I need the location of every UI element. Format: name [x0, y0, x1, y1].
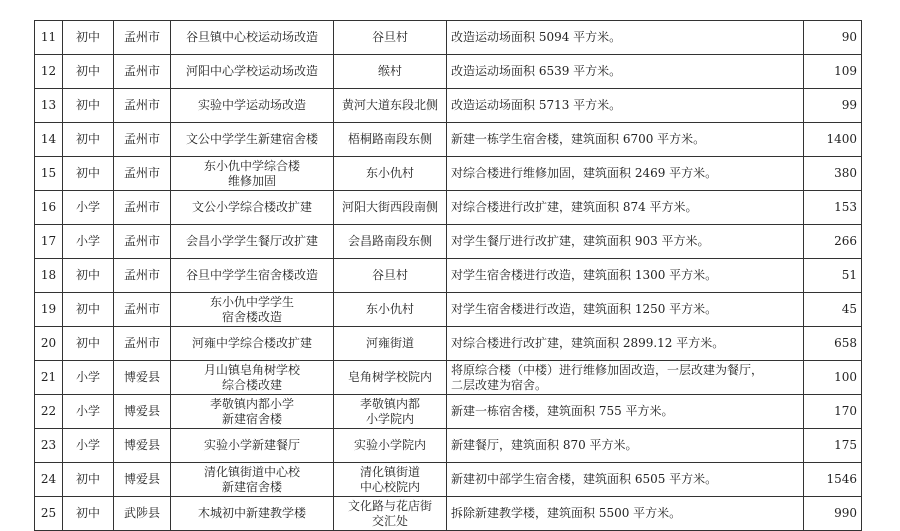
- cell-construction-content: 对学生餐厅进行改扩建，建筑面积 903 平方米。: [447, 225, 804, 259]
- cell-index: 12: [35, 55, 63, 89]
- cell-school-level: 小学: [63, 225, 114, 259]
- cell-construction-content: 新建一栋学生宿舍楼，建筑面积 6700 平方米。: [447, 123, 804, 157]
- cell-county: 孟州市: [114, 225, 171, 259]
- cell-location: 梧桐路南段东侧: [334, 123, 447, 157]
- cell-index: 22: [35, 395, 63, 429]
- table-row: [35, 327, 862, 361]
- cell-construction-content: 改造运动场面积 6539 平方米。: [447, 55, 804, 89]
- cell-location: [334, 497, 447, 531]
- table-row: [35, 89, 862, 123]
- cell-project-name: [171, 463, 334, 497]
- cell-construction-content: 新建餐厅，建筑面积 870 平方米。: [447, 429, 804, 463]
- cell-project-name: [171, 395, 334, 429]
- cell-construction-content: 对学生宿舍楼进行改造，建筑面积 1300 平方米。: [447, 259, 804, 293]
- cell-county: 孟州市: [114, 123, 171, 157]
- cell-location-line: 孝敬镇内都: [359, 396, 420, 411]
- cell-index: 15: [35, 157, 63, 191]
- cell-index: 18: [35, 259, 63, 293]
- cell-construction-content: 拆除新建教学楼，建筑面积 5500 平方米。: [447, 497, 804, 531]
- cell-index: 13: [35, 89, 63, 123]
- cell-location-line: 文化路与花店街: [347, 498, 432, 513]
- cell-project-name: 文公小学综合楼改扩建: [171, 191, 334, 225]
- cell-investment: 1400: [804, 123, 862, 157]
- table-row: [35, 225, 862, 259]
- cell-project-name-line: 维修加固: [227, 173, 276, 188]
- cell-school-level: 初中: [63, 259, 114, 293]
- cell-investment: 45: [804, 293, 862, 327]
- cell-investment: 109: [804, 55, 862, 89]
- cell-project-name: 文公中学学生新建宿舍楼: [171, 123, 334, 157]
- cell-location-line: 小学院内: [365, 411, 414, 426]
- cell-project-name-line: 新建宿舍楼: [221, 479, 282, 494]
- cell-location: 东小仇村: [334, 157, 447, 191]
- cell-county: 孟州市: [114, 191, 171, 225]
- cell-location: 实验小学院内: [334, 429, 447, 463]
- cell-construction-content: 对综合楼进行维修加固，建筑面积 2469 平方米。: [447, 157, 804, 191]
- cell-location: 会昌路南段东侧: [334, 225, 447, 259]
- cell-county: 博爱县: [114, 361, 171, 395]
- cell-investment: 153: [804, 191, 862, 225]
- cell-investment: 175: [804, 429, 862, 463]
- table-row: [35, 123, 862, 157]
- cell-index: 16: [35, 191, 63, 225]
- cell-investment: 100: [804, 361, 862, 395]
- cell-investment: 99: [804, 89, 862, 123]
- cell-project-name: 会昌小学学生餐厅改扩建: [171, 225, 334, 259]
- cell-index: 21: [35, 361, 63, 395]
- cell-project-name-line: 东小仇中学学生: [209, 294, 294, 309]
- project-table: [34, 20, 862, 531]
- cell-location: [334, 395, 447, 429]
- cell-investment: 380: [804, 157, 862, 191]
- cell-county: 孟州市: [114, 21, 171, 55]
- cell-county: 孟州市: [114, 327, 171, 361]
- cell-county: 孟州市: [114, 89, 171, 123]
- cell-location-line: 清化镇街道: [359, 464, 420, 479]
- cell-school-level: 初中: [63, 55, 114, 89]
- cell-index: 20: [35, 327, 63, 361]
- cell-construction-content: 新建初中部学生宿舍楼，建筑面积 6505 平方米。: [447, 463, 804, 497]
- cell-index: 19: [35, 293, 63, 327]
- table-row: [35, 55, 862, 89]
- cell-location: 东小仇村: [334, 293, 447, 327]
- table-body: [35, 21, 862, 531]
- cell-school-level: 初中: [63, 123, 114, 157]
- cell-project-name: 实验小学新建餐厅: [171, 429, 334, 463]
- cell-project-name: 实验中学运动场改造: [171, 89, 334, 123]
- table-row: [35, 293, 862, 327]
- cell-location: 谷旦村: [334, 259, 447, 293]
- table-row: [35, 497, 862, 531]
- cell-index: 11: [35, 21, 63, 55]
- table-row: [35, 395, 862, 429]
- cell-project-name-line: 清化镇街道中心校: [203, 464, 300, 479]
- cell-index: 14: [35, 123, 63, 157]
- cell-investment: 51: [804, 259, 862, 293]
- cell-location-line: 交汇处: [371, 513, 408, 528]
- cell-construction-content-line: 二层改建为宿舍。: [451, 377, 548, 392]
- cell-county: 博爱县: [114, 429, 171, 463]
- cell-project-name: [171, 157, 334, 191]
- cell-school-level: 初中: [63, 497, 114, 531]
- cell-school-level: 小学: [63, 361, 114, 395]
- cell-index: 17: [35, 225, 63, 259]
- cell-project-name-line: 新建宿舍楼: [221, 411, 282, 426]
- cell-project-name: 河雍中学综合楼改扩建: [171, 327, 334, 361]
- cell-location: 谷旦村: [334, 21, 447, 55]
- cell-investment: 90: [804, 21, 862, 55]
- cell-location-line: 中心校院内: [359, 479, 420, 494]
- cell-investment: 990: [804, 497, 862, 531]
- table-row: [35, 191, 862, 225]
- cell-project-name: 河阳中心学校运动场改造: [171, 55, 334, 89]
- cell-construction-content: 对综合楼进行改扩建，建筑面积 2899.12 平方米。: [447, 327, 804, 361]
- table-row: [35, 361, 862, 395]
- cell-location: 河阳大街西段南侧: [334, 191, 447, 225]
- cell-construction-content: 对综合楼进行改扩建，建筑面积 874 平方米。: [447, 191, 804, 225]
- cell-project-name-line: 综合楼改建: [221, 377, 282, 392]
- cell-school-level: 初中: [63, 327, 114, 361]
- cell-investment: 170: [804, 395, 862, 429]
- cell-school-level: 初中: [63, 157, 114, 191]
- table-row: [35, 157, 862, 191]
- cell-county: 武陟县: [114, 497, 171, 531]
- cell-county: 孟州市: [114, 55, 171, 89]
- cell-construction-content: [447, 361, 804, 395]
- cell-construction-content-line: 将原综合楼（中楼）进行维修加固改造，一层改建为餐厅，: [451, 362, 764, 377]
- cell-county: 孟州市: [114, 259, 171, 293]
- cell-location: 皂角树学校院内: [334, 361, 447, 395]
- table-row: [35, 463, 862, 497]
- cell-project-name: 谷旦中学学生宿舍楼改造: [171, 259, 334, 293]
- cell-project-name: 谷旦镇中心校运动场改造: [171, 21, 334, 55]
- cell-location: [334, 463, 447, 497]
- cell-investment: 658: [804, 327, 862, 361]
- cell-construction-content: 新建一栋宿舍楼，建筑面积 755 平方米。: [447, 395, 804, 429]
- cell-index: 24: [35, 463, 63, 497]
- cell-index: 25: [35, 497, 63, 531]
- cell-location: 缑村: [334, 55, 447, 89]
- table-row: [35, 21, 862, 55]
- cell-school-level: 小学: [63, 429, 114, 463]
- cell-project-name: [171, 361, 334, 395]
- cell-school-level: 小学: [63, 395, 114, 429]
- cell-construction-content: 对学生宿舍楼进行改造，建筑面积 1250 平方米。: [447, 293, 804, 327]
- cell-school-level: 初中: [63, 463, 114, 497]
- cell-construction-content: 改造运动场面积 5094 平方米。: [447, 21, 804, 55]
- cell-project-name: [171, 293, 334, 327]
- cell-investment: 1546: [804, 463, 862, 497]
- cell-construction-content: 改造运动场面积 5713 平方米。: [447, 89, 804, 123]
- cell-school-level: 初中: [63, 89, 114, 123]
- cell-project-name-line: 东小仇中学综合楼: [203, 158, 300, 173]
- cell-index: 23: [35, 429, 63, 463]
- cell-investment: 266: [804, 225, 862, 259]
- cell-school-level: 初中: [63, 293, 114, 327]
- cell-project-name-line: 宿舍楼改造: [221, 309, 282, 324]
- cell-location: 河雍街道: [334, 327, 447, 361]
- cell-location: 黄河大道东段北侧: [334, 89, 447, 123]
- cell-project-name: 木城初中新建教学楼: [171, 497, 334, 531]
- cell-project-name-line: 月山镇皂角树学校: [203, 362, 300, 377]
- cell-school-level: 小学: [63, 191, 114, 225]
- cell-county: 博爱县: [114, 463, 171, 497]
- cell-county: 博爱县: [114, 395, 171, 429]
- table-row: [35, 259, 862, 293]
- cell-school-level: 初中: [63, 21, 114, 55]
- table-row: [35, 429, 862, 463]
- cell-project-name-line: 孝敬镇内都小学: [209, 396, 294, 411]
- cell-county: 孟州市: [114, 293, 171, 327]
- cell-county: 孟州市: [114, 157, 171, 191]
